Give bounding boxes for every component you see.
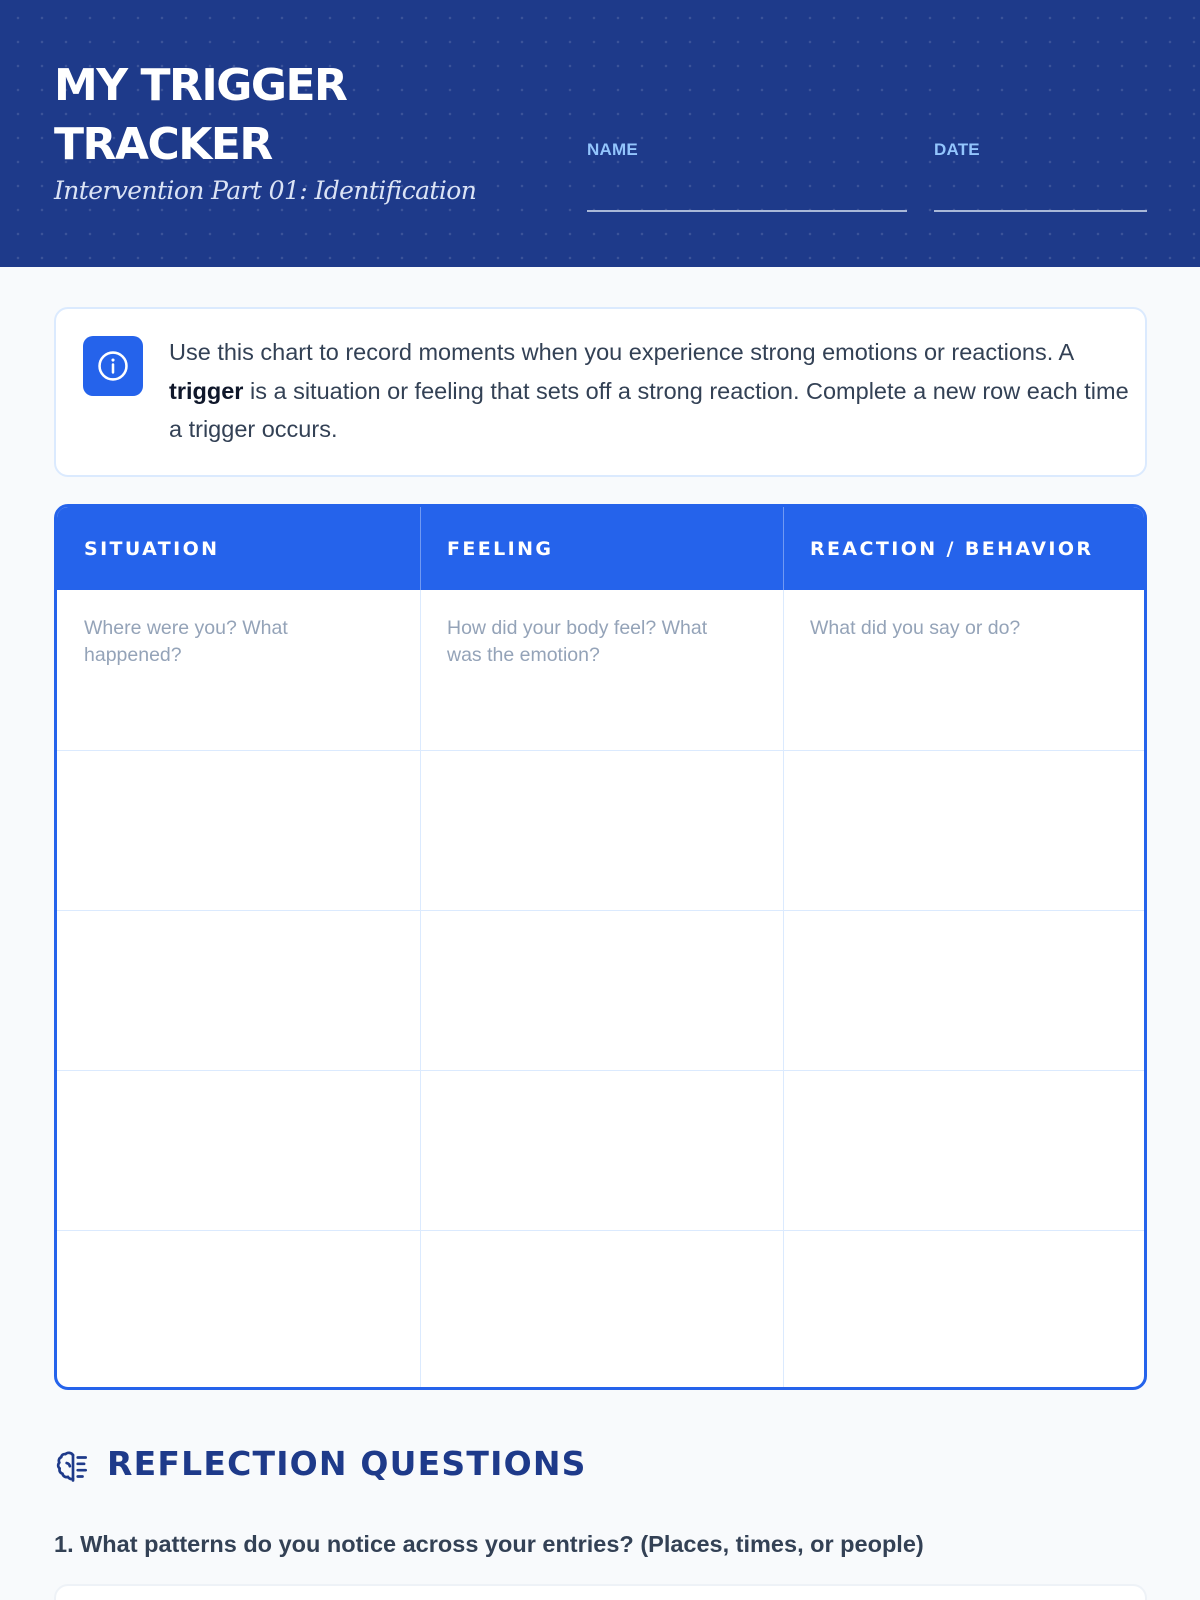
column-divider: [420, 507, 421, 590]
situation-cell[interactable]: [57, 590, 420, 750]
date-label: DATE: [934, 140, 980, 159]
reaction-cell[interactable]: [783, 750, 1144, 910]
feeling-cell[interactable]: [420, 1070, 783, 1230]
name-label: NAME: [587, 140, 638, 159]
feeling-cell[interactable]: [420, 750, 783, 910]
situation-cell[interactable]: [57, 1230, 420, 1387]
feeling-cell[interactable]: [420, 1230, 783, 1387]
situation-cell[interactable]: [57, 750, 420, 910]
situation-cell[interactable]: [57, 910, 420, 1070]
date-field[interactable]: [934, 210, 1147, 212]
reaction-hint: What did you say or do?: [810, 617, 1021, 639]
table-header: [57, 507, 1144, 590]
feeling-cell[interactable]: [420, 910, 783, 1070]
page-title: MY TRIGGER TRACKER: [54, 60, 347, 170]
name-field[interactable]: [587, 210, 907, 212]
reflection-question: 1. What patterns do you notice across your entries? (Places, times, or people): [54, 1531, 924, 1557]
instructions-box: [54, 307, 1147, 477]
reaction-cell[interactable]: [783, 910, 1144, 1070]
instructions-keyword: trigger: [169, 377, 244, 404]
reaction-cell[interactable]: [783, 1070, 1144, 1230]
column-header-feeling: FEELING: [447, 537, 554, 560]
worksheet-header: [0, 0, 1200, 267]
instructions-text-end: is a situation or feeling that sets off a strong reaction. Complete a new row each time a trigger occurs.: [169, 377, 1129, 442]
situation-cell[interactable]: [57, 1070, 420, 1230]
trigger-tracker-table: [54, 504, 1147, 1390]
column-header-situation: SITUATION: [84, 537, 220, 560]
situation-hint: Where were you? What happened?: [84, 617, 288, 666]
feeling-cell[interactable]: [420, 590, 783, 750]
brain-icon: [54, 1448, 92, 1491]
instructions-text-start: Use this chart to record moments when you experience strong emotions or reactions. A: [169, 339, 1073, 365]
reflection-title: REFLECTION QUESTIONS: [107, 1444, 587, 1483]
instructions-text: [169, 333, 1129, 449]
info-icon: [83, 336, 143, 396]
reaction-cell[interactable]: [783, 590, 1144, 750]
column-divider: [783, 507, 784, 590]
reflection-answer-box[interactable]: [54, 1584, 1147, 1600]
feeling-hint: How did your body feel? What was the emotion?: [447, 617, 708, 666]
column-header-reaction: REACTION / BEHAVIOR: [810, 537, 1094, 560]
reaction-cell[interactable]: [783, 1230, 1144, 1387]
page-subtitle: Intervention Part 01: Identification: [54, 176, 477, 205]
